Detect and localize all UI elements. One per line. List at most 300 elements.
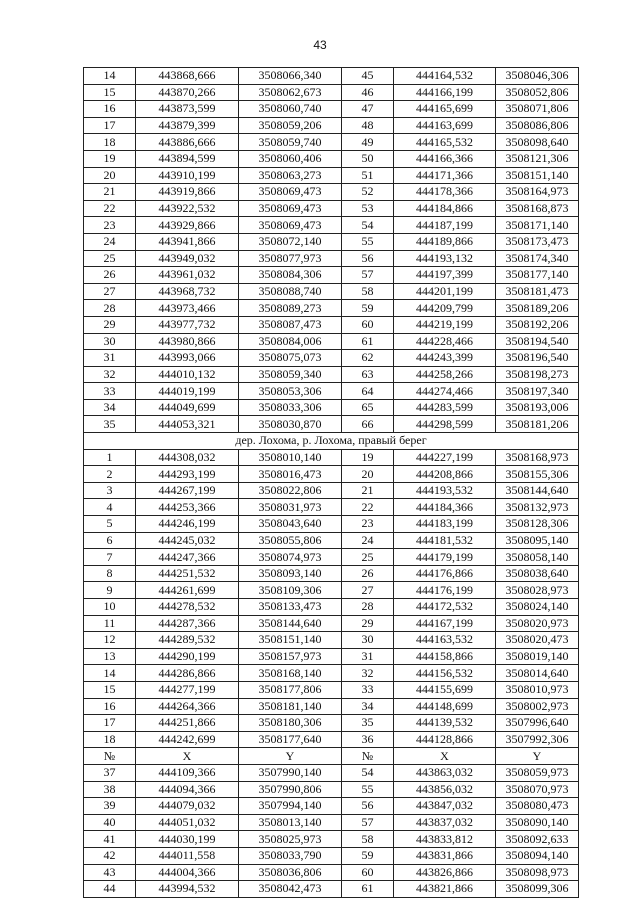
y-coordinate-cell: 3508072,140 [239, 233, 342, 250]
point-number-cell: 46 [342, 84, 394, 101]
point-number-cell: 65 [342, 399, 394, 416]
column-header: Y [239, 748, 342, 765]
y-coordinate-cell: 3508046,306 [496, 68, 579, 85]
x-coordinate-cell: 443870,266 [136, 84, 239, 101]
point-number-cell: 19 [342, 449, 394, 466]
y-coordinate-cell: 3508177,806 [239, 681, 342, 698]
x-coordinate-cell: 443922,532 [136, 200, 239, 217]
point-number-cell: 24 [84, 233, 136, 250]
point-number-cell: 2 [84, 466, 136, 483]
y-coordinate-cell: 3508084,306 [239, 267, 342, 284]
x-coordinate-cell: 444158,866 [394, 648, 496, 665]
point-number-cell: 26 [342, 565, 394, 582]
x-coordinate-cell: 443868,666 [136, 68, 239, 85]
y-coordinate-cell: 3508030,870 [239, 416, 342, 433]
x-coordinate-cell: 444209,799 [394, 300, 496, 317]
x-coordinate-cell: 443826,866 [394, 864, 496, 881]
table-row [84, 499, 579, 516]
table-row [84, 482, 579, 499]
y-coordinate-cell: 3508062,673 [239, 84, 342, 101]
y-coordinate-cell: 3508151,140 [239, 632, 342, 649]
y-coordinate-cell: 3508089,273 [239, 300, 342, 317]
x-coordinate-cell: 444227,199 [394, 449, 496, 466]
table-row [84, 300, 579, 317]
y-coordinate-cell: 3508063,273 [239, 167, 342, 184]
x-coordinate-cell: 444243,399 [394, 350, 496, 367]
table-row [84, 881, 579, 898]
x-coordinate-cell: 443910,199 [136, 167, 239, 184]
y-coordinate-cell: 3508059,206 [239, 117, 342, 134]
point-number-cell: 21 [342, 482, 394, 499]
y-coordinate-cell: 3508013,140 [239, 814, 342, 831]
table-row [84, 416, 579, 433]
x-coordinate-cell: 443821,866 [394, 881, 496, 898]
point-number-cell: 23 [342, 516, 394, 533]
x-coordinate-cell: 443831,866 [394, 847, 496, 864]
point-number-cell: 34 [84, 399, 136, 416]
y-coordinate-cell: 3508084,006 [239, 333, 342, 350]
x-coordinate-cell: 444004,366 [136, 864, 239, 881]
y-coordinate-cell: 3508099,306 [496, 881, 579, 898]
x-coordinate-cell: 444208,866 [394, 466, 496, 483]
point-number-cell: 34 [342, 698, 394, 715]
y-coordinate-cell: 3508074,973 [239, 549, 342, 566]
table-row [84, 516, 579, 533]
x-coordinate-cell: 443856,032 [394, 781, 496, 798]
x-coordinate-cell: 444163,532 [394, 632, 496, 649]
point-number-cell: 48 [342, 117, 394, 134]
x-coordinate-cell: 444166,366 [394, 150, 496, 167]
point-number-cell: 22 [84, 200, 136, 217]
point-number-cell: 61 [342, 333, 394, 350]
table-row [84, 781, 579, 798]
y-coordinate-cell: 3508168,973 [496, 449, 579, 466]
y-coordinate-cell: 3508132,973 [496, 499, 579, 516]
x-coordinate-cell: 444163,699 [394, 117, 496, 134]
y-coordinate-cell: 3508080,473 [496, 798, 579, 815]
table-row [84, 648, 579, 665]
x-coordinate-cell: 444274,466 [394, 383, 496, 400]
y-coordinate-cell: 3508109,306 [239, 582, 342, 599]
x-coordinate-cell: 444094,366 [136, 781, 239, 798]
column-header: X [136, 748, 239, 765]
x-coordinate-cell: 444187,199 [394, 217, 496, 234]
x-coordinate-cell: 444183,199 [394, 516, 496, 533]
point-number-cell: 17 [84, 117, 136, 134]
table-row [84, 134, 579, 151]
y-coordinate-cell: 3508038,640 [496, 565, 579, 582]
point-number-cell: 29 [84, 316, 136, 333]
point-number-cell: 20 [84, 167, 136, 184]
column-header: № [342, 748, 394, 765]
x-coordinate-cell: 443833,812 [394, 831, 496, 848]
y-coordinate-cell: 3508019,140 [496, 648, 579, 665]
y-coordinate-cell: 3508087,473 [239, 316, 342, 333]
point-number-cell: 28 [342, 599, 394, 616]
x-coordinate-cell: 444181,532 [394, 532, 496, 549]
y-coordinate-cell: 3508181,473 [496, 283, 579, 300]
x-coordinate-cell: 444193,532 [394, 482, 496, 499]
table-row [84, 764, 579, 781]
x-coordinate-cell: 444197,399 [394, 267, 496, 284]
point-number-cell: 1 [84, 449, 136, 466]
y-coordinate-cell: 3508181,206 [496, 416, 579, 433]
x-coordinate-cell: 444290,199 [136, 648, 239, 665]
x-coordinate-cell: 443977,732 [136, 316, 239, 333]
point-number-cell: 14 [84, 665, 136, 682]
y-coordinate-cell: 3508174,340 [496, 250, 579, 267]
table-row [84, 698, 579, 715]
point-number-cell: 12 [84, 632, 136, 649]
x-coordinate-cell: 444193,132 [394, 250, 496, 267]
table-row [84, 715, 579, 732]
y-coordinate-cell: 3508197,340 [496, 383, 579, 400]
x-coordinate-cell: 444261,699 [136, 582, 239, 599]
section-title: дер. Лохома, р. Лохома, правый берег [84, 433, 579, 450]
table-row [84, 731, 579, 748]
point-number-cell: 38 [84, 781, 136, 798]
point-number-cell: 18 [84, 134, 136, 151]
y-coordinate-cell: 3508043,640 [239, 516, 342, 533]
y-coordinate-cell: 3508155,306 [496, 466, 579, 483]
point-number-cell: 30 [342, 632, 394, 649]
x-coordinate-cell: 444010,132 [136, 366, 239, 383]
point-number-cell: 60 [342, 864, 394, 881]
table-row [84, 150, 579, 167]
x-coordinate-cell: 444165,699 [394, 101, 496, 118]
x-coordinate-cell: 444251,532 [136, 565, 239, 582]
point-number-cell: 22 [342, 499, 394, 516]
point-number-cell: 43 [84, 864, 136, 881]
x-coordinate-cell: 444011,558 [136, 847, 239, 864]
table-row [84, 250, 579, 267]
y-coordinate-cell: 3508128,306 [496, 516, 579, 533]
y-coordinate-cell: 3508177,140 [496, 267, 579, 284]
point-number-cell: 6 [84, 532, 136, 549]
x-coordinate-cell: 444201,199 [394, 283, 496, 300]
x-coordinate-cell: 444289,532 [136, 632, 239, 649]
y-coordinate-cell: 3508059,973 [496, 764, 579, 781]
point-number-cell: 5 [84, 516, 136, 533]
y-coordinate-cell: 3508024,140 [496, 599, 579, 616]
point-number-cell: 35 [342, 715, 394, 732]
y-coordinate-cell: 3508010,973 [496, 681, 579, 698]
y-coordinate-cell: 3507994,140 [239, 798, 342, 815]
point-number-cell: 62 [342, 350, 394, 367]
point-number-cell: 32 [342, 665, 394, 682]
page-number: 43 [313, 38, 327, 52]
table-row [84, 267, 579, 284]
point-number-cell: 60 [342, 316, 394, 333]
y-coordinate-cell: 3508025,973 [239, 831, 342, 848]
column-header: Y [496, 748, 579, 765]
table-row [84, 333, 579, 350]
x-coordinate-cell: 444051,032 [136, 814, 239, 831]
point-number-cell: 49 [342, 134, 394, 151]
y-coordinate-cell: 3508193,006 [496, 399, 579, 416]
y-coordinate-cell: 3507992,306 [496, 731, 579, 748]
table-row [84, 184, 579, 201]
y-coordinate-cell: 3508031,973 [239, 499, 342, 516]
table-row [84, 449, 579, 466]
point-number-cell: 44 [84, 881, 136, 898]
point-number-cell: 8 [84, 565, 136, 582]
x-coordinate-cell: 444171,366 [394, 167, 496, 184]
y-coordinate-cell: 3508020,973 [496, 615, 579, 632]
point-number-cell: 50 [342, 150, 394, 167]
x-coordinate-cell: 444176,866 [394, 565, 496, 582]
x-coordinate-cell: 443863,032 [394, 764, 496, 781]
point-number-cell: 31 [84, 350, 136, 367]
y-coordinate-cell: 3508189,206 [496, 300, 579, 317]
y-coordinate-cell: 3508168,873 [496, 200, 579, 217]
x-coordinate-cell: 443847,032 [394, 798, 496, 815]
x-coordinate-cell: 444030,199 [136, 831, 239, 848]
y-coordinate-cell: 3507990,806 [239, 781, 342, 798]
point-number-cell: 18 [84, 731, 136, 748]
x-coordinate-cell: 444228,466 [394, 333, 496, 350]
x-coordinate-cell: 443993,066 [136, 350, 239, 367]
point-number-cell: 15 [84, 84, 136, 101]
table-row [84, 665, 579, 682]
table-row [84, 117, 579, 134]
point-number-cell: 33 [342, 681, 394, 698]
x-coordinate-cell: 443968,732 [136, 283, 239, 300]
table-row [84, 532, 579, 549]
y-coordinate-cell: 3508133,473 [239, 599, 342, 616]
table-row [84, 549, 579, 566]
y-coordinate-cell: 3508086,806 [496, 117, 579, 134]
y-coordinate-cell: 3508177,640 [239, 731, 342, 748]
point-number-cell: 55 [342, 781, 394, 798]
y-coordinate-cell: 3508151,140 [496, 167, 579, 184]
x-coordinate-cell: 444079,032 [136, 798, 239, 815]
point-number-cell: 3 [84, 482, 136, 499]
point-number-cell: 10 [84, 599, 136, 616]
point-number-cell: 51 [342, 167, 394, 184]
x-coordinate-cell: 444053,321 [136, 416, 239, 433]
table-row [84, 233, 579, 250]
point-number-cell: 27 [342, 582, 394, 599]
point-number-cell: 40 [84, 814, 136, 831]
x-coordinate-cell: 443886,666 [136, 134, 239, 151]
point-number-cell: 59 [342, 847, 394, 864]
y-coordinate-cell: 3508058,140 [496, 549, 579, 566]
column-header: № [84, 748, 136, 765]
y-coordinate-cell: 3508010,140 [239, 449, 342, 466]
point-number-cell: 57 [342, 267, 394, 284]
point-number-cell: 57 [342, 814, 394, 831]
y-coordinate-cell: 3508098,973 [496, 864, 579, 881]
point-number-cell: 14 [84, 68, 136, 85]
y-coordinate-cell: 3508180,306 [239, 715, 342, 732]
column-header: X [394, 748, 496, 765]
point-number-cell: 61 [342, 881, 394, 898]
point-number-cell: 26 [84, 267, 136, 284]
point-number-cell: 56 [342, 798, 394, 815]
x-coordinate-cell: 444286,866 [136, 665, 239, 682]
point-number-cell: 15 [84, 681, 136, 698]
y-coordinate-cell: 3507996,640 [496, 715, 579, 732]
point-number-cell: 24 [342, 532, 394, 549]
point-number-cell: 63 [342, 366, 394, 383]
x-coordinate-cell: 444139,532 [394, 715, 496, 732]
y-coordinate-cell: 3508060,406 [239, 150, 342, 167]
point-number-cell: 36 [342, 731, 394, 748]
point-number-cell: 29 [342, 615, 394, 632]
table-row [84, 350, 579, 367]
x-coordinate-cell: 443879,399 [136, 117, 239, 134]
point-number-cell: 4 [84, 499, 136, 516]
point-number-cell: 66 [342, 416, 394, 433]
table-row [84, 565, 579, 582]
y-coordinate-cell: 3508052,806 [496, 84, 579, 101]
y-coordinate-cell: 3508077,973 [239, 250, 342, 267]
y-coordinate-cell: 3508028,973 [496, 582, 579, 599]
x-coordinate-cell: 444049,699 [136, 399, 239, 416]
x-coordinate-cell: 444283,599 [394, 399, 496, 416]
table-row [84, 847, 579, 864]
point-number-cell: 64 [342, 383, 394, 400]
y-coordinate-cell: 3508059,340 [239, 366, 342, 383]
x-coordinate-cell: 444156,532 [394, 665, 496, 682]
x-coordinate-cell: 444166,199 [394, 84, 496, 101]
table-row [84, 599, 579, 616]
y-coordinate-cell: 3508033,790 [239, 847, 342, 864]
x-coordinate-cell: 444247,366 [136, 549, 239, 566]
point-number-cell: 16 [84, 101, 136, 118]
table-row [84, 283, 579, 300]
point-number-cell: 42 [84, 847, 136, 864]
y-coordinate-cell: 3508022,806 [239, 482, 342, 499]
point-number-cell: 19 [84, 150, 136, 167]
x-coordinate-cell: 444298,599 [394, 416, 496, 433]
point-number-cell: 25 [342, 549, 394, 566]
point-number-cell: 39 [84, 798, 136, 815]
y-coordinate-cell: 3508055,806 [239, 532, 342, 549]
y-coordinate-cell: 3508069,473 [239, 200, 342, 217]
point-number-cell: 7 [84, 549, 136, 566]
table-row [84, 632, 579, 649]
table-row [84, 814, 579, 831]
y-coordinate-cell: 3507990,140 [239, 764, 342, 781]
point-number-cell: 13 [84, 648, 136, 665]
x-coordinate-cell: 444172,532 [394, 599, 496, 616]
y-coordinate-cell: 3508070,973 [496, 781, 579, 798]
y-coordinate-cell: 3508071,806 [496, 101, 579, 118]
table-row [84, 217, 579, 234]
y-coordinate-cell: 3508033,306 [239, 399, 342, 416]
x-coordinate-cell: 444019,199 [136, 383, 239, 400]
x-coordinate-cell: 443837,032 [394, 814, 496, 831]
point-number-cell: 30 [84, 333, 136, 350]
point-number-cell: 53 [342, 200, 394, 217]
y-coordinate-cell: 3508094,140 [496, 847, 579, 864]
point-number-cell: 59 [342, 300, 394, 317]
x-coordinate-cell: 443894,599 [136, 150, 239, 167]
y-coordinate-cell: 3508173,473 [496, 233, 579, 250]
point-number-cell: 25 [84, 250, 136, 267]
x-coordinate-cell: 444167,199 [394, 615, 496, 632]
coordinates-table-body [84, 68, 579, 898]
y-coordinate-cell: 3508016,473 [239, 466, 342, 483]
y-coordinate-cell: 3508164,973 [496, 184, 579, 201]
table-row [84, 864, 579, 881]
point-number-cell: 27 [84, 283, 136, 300]
point-number-cell: 47 [342, 101, 394, 118]
table-row [84, 681, 579, 698]
y-coordinate-cell: 3508095,140 [496, 532, 579, 549]
x-coordinate-cell: 444189,866 [394, 233, 496, 250]
table-row [84, 167, 579, 184]
x-coordinate-cell: 443949,032 [136, 250, 239, 267]
y-coordinate-cell: 3508098,640 [496, 134, 579, 151]
point-number-cell: 9 [84, 582, 136, 599]
table-row [84, 68, 579, 85]
table-row [84, 798, 579, 815]
x-coordinate-cell: 443929,866 [136, 217, 239, 234]
y-coordinate-cell: 3508002,973 [496, 698, 579, 715]
x-coordinate-cell: 444251,866 [136, 715, 239, 732]
x-coordinate-cell: 443980,866 [136, 333, 239, 350]
x-coordinate-cell: 444308,032 [136, 449, 239, 466]
y-coordinate-cell: 3508069,473 [239, 217, 342, 234]
y-coordinate-cell: 3508075,073 [239, 350, 342, 367]
point-number-cell: 52 [342, 184, 394, 201]
x-coordinate-cell: 444184,866 [394, 200, 496, 217]
y-coordinate-cell: 3508181,140 [239, 698, 342, 715]
x-coordinate-cell: 444253,366 [136, 499, 239, 516]
x-coordinate-cell: 444287,366 [136, 615, 239, 632]
x-coordinate-cell: 444277,199 [136, 681, 239, 698]
y-coordinate-cell: 3508036,806 [239, 864, 342, 881]
point-number-cell: 32 [84, 366, 136, 383]
y-coordinate-cell: 3508194,540 [496, 333, 579, 350]
y-coordinate-cell: 3508144,640 [496, 482, 579, 499]
x-coordinate-cell: 444109,366 [136, 764, 239, 781]
table-row [84, 615, 579, 632]
y-coordinate-cell: 3508014,640 [496, 665, 579, 682]
point-number-cell: 37 [84, 764, 136, 781]
y-coordinate-cell: 3508090,140 [496, 814, 579, 831]
x-coordinate-cell: 444165,532 [394, 134, 496, 151]
y-coordinate-cell: 3508020,473 [496, 632, 579, 649]
x-coordinate-cell: 444278,532 [136, 599, 239, 616]
table-row [84, 399, 579, 416]
point-number-cell: 45 [342, 68, 394, 85]
table-row [84, 200, 579, 217]
y-coordinate-cell: 3508069,473 [239, 184, 342, 201]
x-coordinate-cell: 444219,199 [394, 316, 496, 333]
x-coordinate-cell: 444179,199 [394, 549, 496, 566]
point-number-cell: 56 [342, 250, 394, 267]
y-coordinate-cell: 3508093,140 [239, 565, 342, 582]
y-coordinate-cell: 3508060,740 [239, 101, 342, 118]
x-coordinate-cell: 444184,366 [394, 499, 496, 516]
table-row [84, 366, 579, 383]
y-coordinate-cell: 3508171,140 [496, 217, 579, 234]
point-number-cell: 20 [342, 466, 394, 483]
x-coordinate-cell: 444258,266 [394, 366, 496, 383]
table-row [84, 582, 579, 599]
x-coordinate-cell: 443994,532 [136, 881, 239, 898]
point-number-cell: 31 [342, 648, 394, 665]
point-number-cell: 11 [84, 615, 136, 632]
y-coordinate-cell: 3508092,633 [496, 831, 579, 848]
y-coordinate-cell: 3508192,206 [496, 316, 579, 333]
table-row [84, 101, 579, 118]
x-coordinate-cell: 444178,366 [394, 184, 496, 201]
